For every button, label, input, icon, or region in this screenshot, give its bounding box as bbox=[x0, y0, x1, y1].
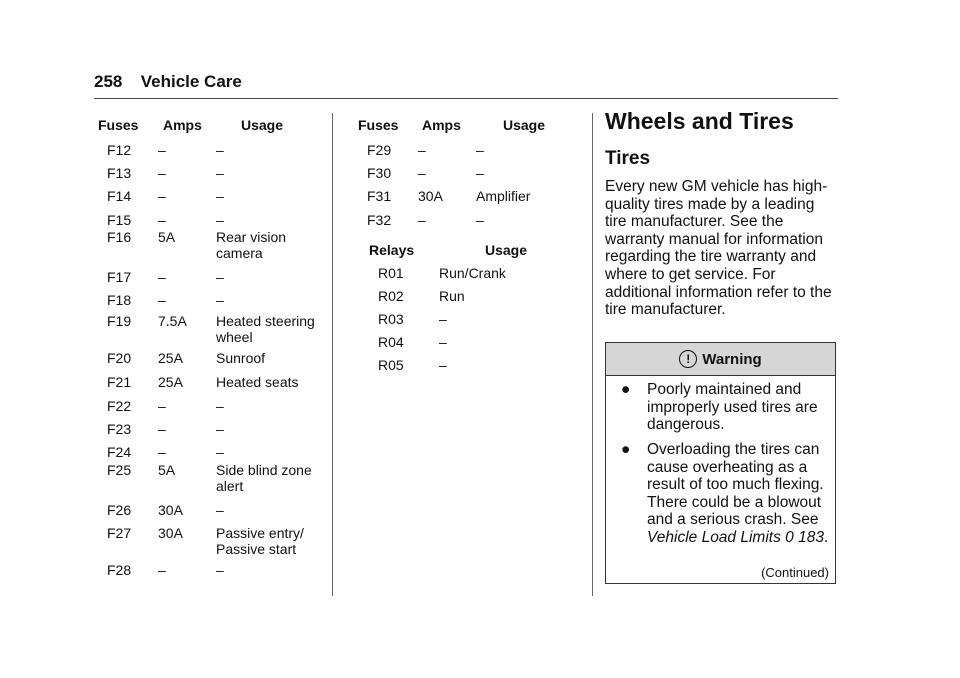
fuse-usage: – bbox=[216, 142, 224, 158]
bullet-dot: ● bbox=[621, 381, 631, 398]
fuse-id: F25 bbox=[107, 462, 132, 478]
column-divider-1 bbox=[332, 113, 333, 596]
warning-box bbox=[605, 342, 836, 584]
fuse-id: F23 bbox=[107, 421, 132, 437]
section-heading: Wheels and Tires bbox=[605, 108, 794, 134]
fuse-id: F16 bbox=[107, 229, 132, 245]
col-header-usage: Usage bbox=[241, 117, 284, 133]
warning-bullet bbox=[606, 381, 834, 434]
col-header-fuses: Fuses bbox=[358, 117, 399, 133]
fuse-usage: – bbox=[476, 142, 484, 158]
fuse-amps: 5A bbox=[158, 229, 176, 245]
col-header-usage: Usage bbox=[503, 117, 546, 133]
fuse-amps: – bbox=[158, 444, 166, 460]
tires-intro-paragraph: Every new GM vehicle has high-quality tires made by a leading tire manufacturer. See the warranty manual for information regarding the tire warranty and where to get service. For additional information refer to the tire manufacturer. bbox=[605, 178, 832, 319]
column-divider-2 bbox=[592, 113, 593, 596]
fuse-id: F19 bbox=[107, 313, 132, 329]
fuse-id: F29 bbox=[367, 142, 392, 158]
fuse-amps: 30A bbox=[418, 188, 443, 204]
fuse-usage: – bbox=[216, 421, 224, 437]
bullet-dot: ● bbox=[621, 441, 631, 458]
subsection-heading: Tires bbox=[605, 148, 651, 169]
fuse-amps: – bbox=[158, 165, 166, 181]
fuse-id: F24 bbox=[107, 444, 132, 460]
fuse-usage: – bbox=[216, 562, 224, 578]
fuse-amps: – bbox=[158, 421, 166, 437]
fuse-id: F21 bbox=[107, 374, 132, 390]
fuse-id: F22 bbox=[107, 398, 132, 414]
fuse-usage: Side blind zone alert bbox=[216, 462, 312, 494]
col-header-usage: Usage bbox=[485, 242, 528, 258]
fuse-usage: – bbox=[476, 165, 484, 181]
warning-header bbox=[606, 343, 835, 376]
continued-label: (Continued) bbox=[761, 565, 829, 580]
relay-usage: Run bbox=[439, 288, 465, 304]
fuse-amps: 25A bbox=[158, 374, 183, 390]
fuse-usage: Heated seats bbox=[216, 374, 299, 390]
relay-usage: Run/Crank bbox=[439, 265, 506, 281]
fuse-usage: Rear vision camera bbox=[216, 229, 287, 261]
fuse-amps: – bbox=[158, 292, 166, 308]
fuse-usage: Heated steering wheel bbox=[216, 313, 315, 345]
relay-usage: – bbox=[439, 357, 447, 373]
fuse-amps: – bbox=[158, 142, 166, 158]
cross-reference-link[interactable]: Vehicle Load Limits bbox=[647, 528, 781, 546]
warning-title: Warning bbox=[702, 350, 762, 368]
relay-id: R04 bbox=[378, 334, 404, 350]
fuse-id: F26 bbox=[107, 502, 132, 518]
fuse-amps: – bbox=[418, 142, 426, 158]
fuse-amps: – bbox=[418, 212, 426, 228]
fuse-usage: – bbox=[216, 188, 224, 204]
fuse-id: F20 bbox=[107, 350, 132, 366]
bullet-body: Overloading the tires can cause overheating as a result of too much flexing. There could be a blowout and a serious crash. See bbox=[647, 441, 824, 529]
fuse-usage: Sunroof bbox=[216, 350, 266, 366]
sentence-end: . bbox=[823, 528, 829, 546]
fuse-usage: Amplifier bbox=[476, 188, 531, 204]
fuse-usage: – bbox=[476, 212, 484, 228]
col-header-amps: Amps bbox=[163, 117, 202, 133]
fuse-id: F13 bbox=[107, 165, 132, 181]
col-header-relays: Relays bbox=[369, 242, 415, 258]
page-reference: 0 183 bbox=[785, 528, 824, 546]
fuse-amps: – bbox=[158, 212, 166, 228]
fuse-id: F27 bbox=[107, 525, 132, 541]
fuse-usage: – bbox=[216, 292, 224, 308]
fuse-id: F30 bbox=[367, 165, 392, 181]
bullet-text: Poorly maintained and improperly used tires are dangerous. bbox=[647, 381, 818, 434]
fuse-usage: – bbox=[216, 444, 224, 460]
fuse-id: F14 bbox=[107, 188, 132, 204]
fuse-id: F31 bbox=[367, 188, 392, 204]
fuse-usage: – bbox=[216, 398, 224, 414]
section-title: Vehicle Care bbox=[140, 72, 242, 91]
fuse-usage: – bbox=[216, 269, 224, 285]
warning-bullet bbox=[606, 441, 834, 547]
fuse-amps: – bbox=[158, 269, 166, 285]
fuse-amps: 7.5A bbox=[158, 313, 187, 329]
fuse-id: F15 bbox=[107, 212, 132, 228]
fuse-amps: – bbox=[158, 562, 166, 578]
fuse-usage: – bbox=[216, 502, 224, 518]
col-header-amps: Amps bbox=[422, 117, 461, 133]
fuse-amps: 25A bbox=[158, 350, 183, 366]
fuse-amps: – bbox=[158, 188, 166, 204]
page-header bbox=[94, 72, 242, 92]
bullet-text bbox=[647, 441, 834, 547]
fuse-id: F18 bbox=[107, 292, 132, 308]
fuse-id: F17 bbox=[107, 269, 132, 285]
relay-usage: – bbox=[439, 311, 447, 327]
relay-id: R01 bbox=[378, 265, 404, 281]
fuse-usage: – bbox=[216, 212, 224, 228]
header-rule bbox=[94, 98, 838, 99]
page-number: 258 bbox=[94, 72, 123, 91]
warning-circle-icon: ! bbox=[679, 350, 697, 368]
col-header-fuses: Fuses bbox=[98, 117, 139, 133]
fuse-id: F12 bbox=[107, 142, 132, 158]
fuse-id: F32 bbox=[367, 212, 392, 228]
fuse-usage: – bbox=[216, 165, 224, 181]
relay-id: R02 bbox=[378, 288, 404, 304]
fuse-amps: 30A bbox=[158, 502, 183, 518]
fuse-amps: 30A bbox=[158, 525, 183, 541]
fuse-amps: – bbox=[418, 165, 426, 181]
relay-id: R05 bbox=[378, 357, 404, 373]
fuse-usage: Passive entry/ Passive start bbox=[216, 525, 304, 557]
relay-usage: – bbox=[439, 334, 447, 350]
relay-id: R03 bbox=[378, 311, 404, 327]
fuse-amps: – bbox=[158, 398, 166, 414]
fuse-amps: 5A bbox=[158, 462, 176, 478]
fuse-id: F28 bbox=[107, 562, 132, 578]
